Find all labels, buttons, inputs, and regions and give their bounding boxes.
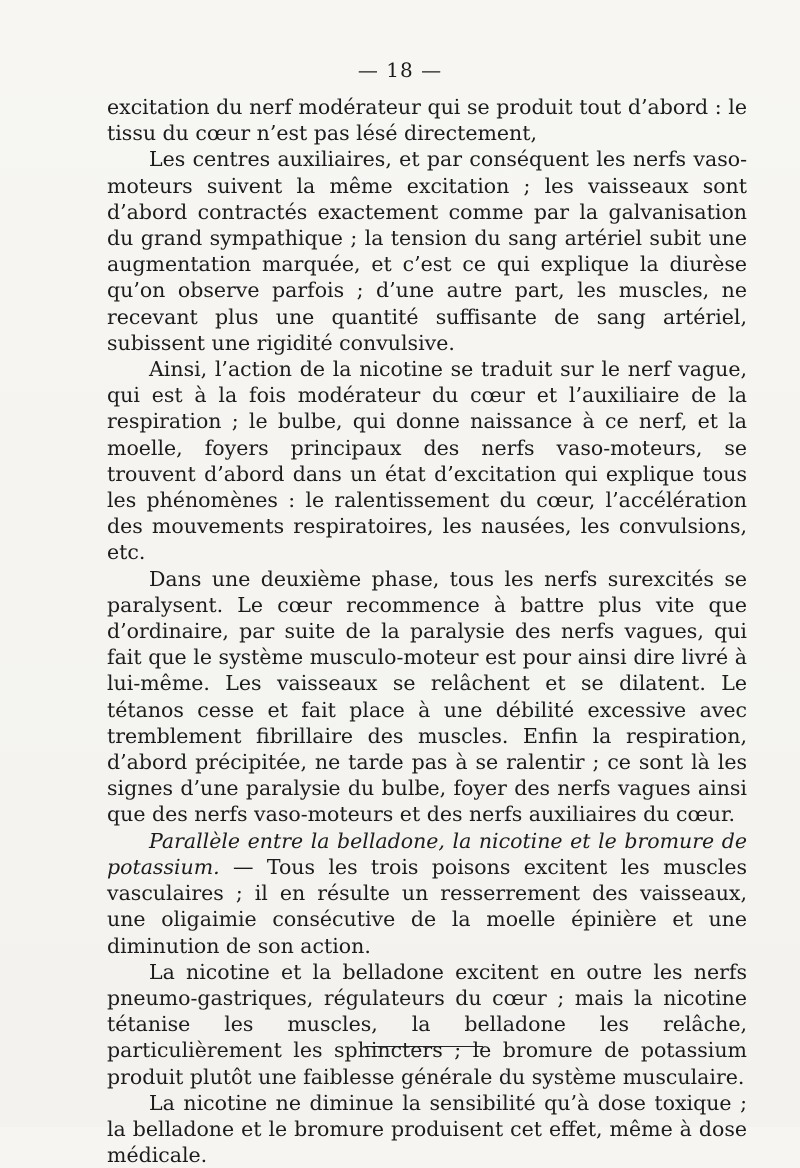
section-paragraph bbox=[107, 828, 747, 959]
paragraph-4: Dans une deuxième phase, tous les nerfs surexcités se paralysent. Le cœur recommence à battre plus vite que d’ordinaire, par suite de la paralysie des nerfs vagues, qui fait que le système musculo-moteur est pour ainsi dire livré à lui-même. Les vaisseaux se relâchent et se dilatent. Le tétanos cesse et fait place à une débilité excessive avec tremblement fibrillaire des muscles. Enfin la respiration, d’abord précipitée, ne tarde pas à se ralentir ; ce sont là les signes d’une paralysie du bulbe, foyer des nerfs vagues ainsi que des nerfs vaso-moteurs et des nerfs auxiliaires du cœur. bbox=[107, 566, 747, 827]
end-rule bbox=[365, 1046, 483, 1047]
paragraph-3: Ainsi, l’action de la nicotine se traduit sur le nerf vague, qui est à la fois modérateur du cœur et l’auxiliaire de la respiration ; le bulbe, qui donne naissance à ce nerf, et la moelle, foyers principaux des nerfs vaso-moteurs, se trouvent d’abord dans un état d’excitation qui explique tous les phénomènes : le ralentissement du cœur, l’accélération des mouvements respiratoires, les nausées, les convulsions, etc. bbox=[107, 357, 747, 565]
body-text bbox=[107, 94, 747, 1168]
paragraph-6: La nicotine et la belladone excitent en outre les nerfs pneumo-gastriques, régulateurs du cœur ; mais la nicotine tétanise les muscles, la belladone les relâche, particulièrement les sphincters ; le bromure de potassium produit plutôt une faiblesse générale du système musculaire. bbox=[107, 959, 747, 1089]
page-number: — 18 — bbox=[357, 58, 443, 82]
paragraph-2: Les centres auxiliaires, et par conséquent les nerfs vaso-moteurs suivent la même excitation ; les vaisseaux sont d’abord contractés exactement comme par la galvanisation du grand sympathique ; la tension du sang artériel subit une augmentation marquée, et c’est ce qui explique la diurèse qu’on observe parfois ; d’une autre part, les muscles, ne recevant plus une quantité suffisante de sang artériel, subissent une rigidité convulsive. bbox=[107, 147, 747, 355]
section-lead-text: — Tous les trois poisons excitent les muscles vasculaires ; il en résulte un resserrement des vaisseaux, une oligaimie consécutive de la moelle épinière et une diminution de son action. bbox=[107, 854, 747, 958]
paragraph-7: La nicotine ne diminue la sensibilité qu’à dose toxique ; la belladone et le bromure produisent cet effet, même à dose médicale. bbox=[107, 1090, 747, 1168]
section-heading: Parallèle entre la belladone, la nicotine et le bromure de potassium. bbox=[107, 828, 747, 879]
paragraph-1: excitation du nerf modérateur qui se produit tout d’abord : le tissu du cœur n’est pas lésé directement, bbox=[107, 95, 747, 146]
